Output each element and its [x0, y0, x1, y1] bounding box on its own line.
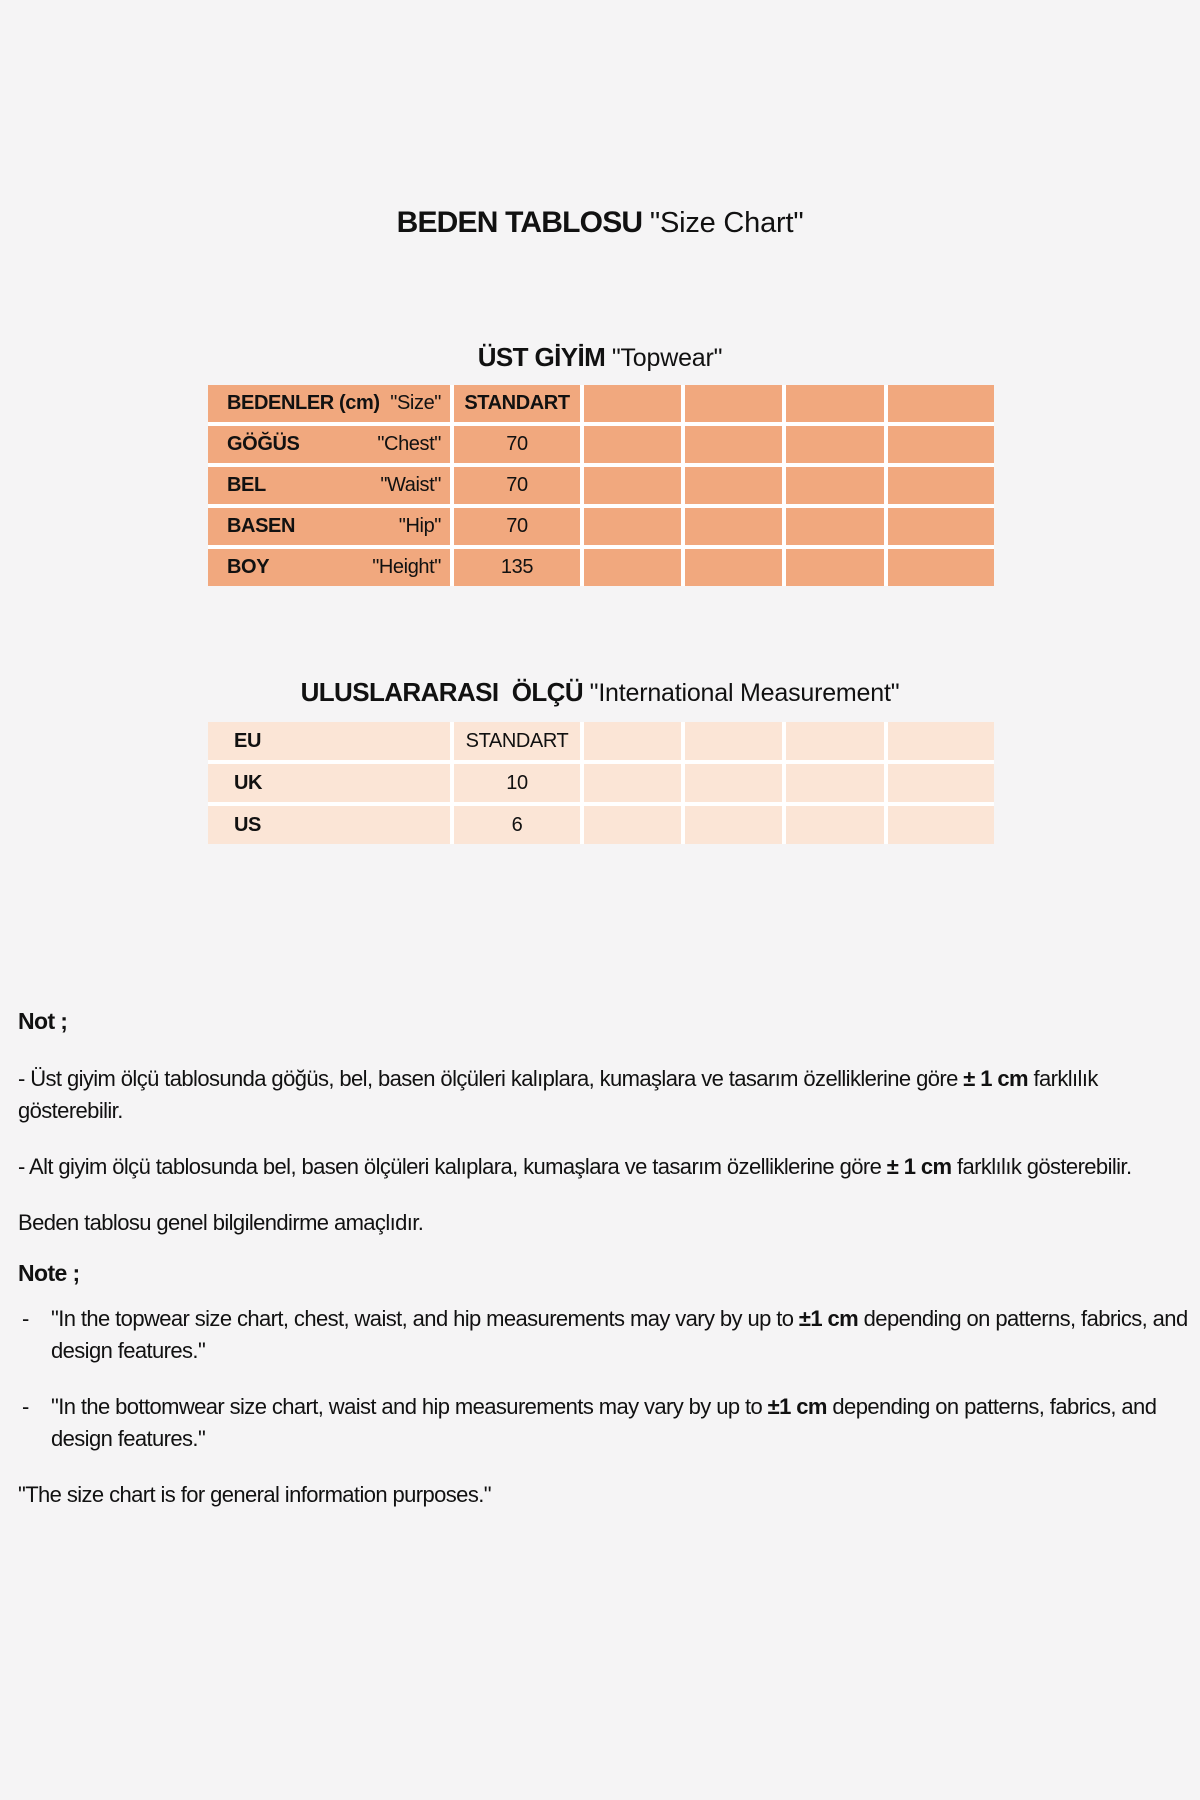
topwear-heading-english: "Topwear" — [611, 344, 723, 372]
empty-cell — [685, 549, 782, 586]
empty-cell — [888, 385, 994, 422]
note-tolerance: ± 1 cm — [886, 1154, 952, 1179]
row-label: BASEN — [227, 515, 296, 537]
row-value: STANDART — [454, 722, 580, 760]
empty-cell — [786, 385, 884, 422]
table-row-label-cell — [208, 467, 450, 504]
row-quote: "Hip" — [398, 515, 441, 537]
header-label: BEDENLER (cm) — [227, 392, 380, 414]
empty-cell — [786, 549, 884, 586]
row-value: 70 — [454, 508, 580, 545]
english-note-1 — [18, 1303, 1190, 1367]
empty-cell — [786, 722, 884, 760]
international-heading-english: "International Measurement" — [589, 679, 900, 707]
international-heading — [0, 677, 1200, 708]
note-tolerance: ±1 cm — [798, 1306, 859, 1331]
empty-cell — [685, 508, 782, 545]
empty-cell — [685, 385, 782, 422]
turkish-notes-footer: Beden tablosu genel bilgilendirme amaçlıdır. — [18, 1210, 424, 1235]
english-note-2 — [18, 1391, 1190, 1455]
row-value: 70 — [454, 467, 580, 504]
table-row-label-cell — [208, 764, 450, 802]
row-label: BOY — [227, 556, 270, 578]
page-title — [0, 206, 1200, 240]
empty-cell — [685, 426, 782, 463]
note-text: - Üst giyim ölçü tablosunda göğüs, bel, basen ölçüleri kalıplara, kumaşlara ve tasarım özelliklerine göre — [18, 1066, 964, 1091]
empty-cell — [584, 508, 681, 545]
row-label: GÖĞÜS — [227, 433, 300, 455]
empty-cell — [685, 806, 782, 844]
topwear-heading — [0, 342, 1200, 373]
row-quote: "Height" — [372, 556, 441, 578]
notes-section — [18, 1005, 1190, 1511]
empty-cell — [584, 764, 681, 802]
table-row-label-cell — [208, 549, 450, 586]
topwear-heading-turkish: ÜST GİYİM — [477, 342, 606, 372]
international-heading-turkish: ULUSLARARASI ÖLÇÜ — [300, 677, 584, 707]
row-quote: "Waist" — [380, 474, 441, 496]
empty-cell — [584, 426, 681, 463]
topwear-size-table — [208, 385, 994, 586]
bullet-dash: - — [22, 1306, 29, 1331]
note-text: - Alt giyim ölçü tablosunda bel, basen ölçüleri kalıplara, kumaşlara ve tasarım özelliklerine göre — [18, 1154, 887, 1179]
empty-cell — [685, 467, 782, 504]
empty-cell — [888, 806, 994, 844]
table-row-label-cell — [208, 426, 450, 463]
row-value: 70 — [454, 426, 580, 463]
note-text: farklılık gösterebilir. — [951, 1154, 1132, 1179]
note-text: farklılık gösterebilir. — [18, 1066, 1098, 1123]
empty-cell — [888, 722, 994, 760]
row-value: 6 — [454, 806, 580, 844]
table-header-cell — [208, 385, 450, 422]
empty-cell — [786, 426, 884, 463]
empty-cell — [685, 722, 782, 760]
empty-cell — [786, 467, 884, 504]
empty-cell — [786, 508, 884, 545]
empty-cell — [584, 467, 681, 504]
turkish-note-1 — [18, 1063, 1190, 1127]
empty-cell — [888, 764, 994, 802]
table-row-label-cell — [208, 806, 450, 844]
table-header-value: STANDART — [454, 385, 580, 422]
empty-cell — [685, 764, 782, 802]
international-size-table — [208, 722, 994, 844]
empty-cell — [888, 426, 994, 463]
row-quote: "Chest" — [377, 433, 441, 455]
page-title-english: "Size Chart" — [649, 207, 804, 239]
empty-cell — [888, 549, 994, 586]
bullet-dash: - — [22, 1394, 29, 1419]
turkish-note-2 — [18, 1151, 1190, 1183]
header-quote: "Size" — [390, 392, 441, 414]
note-text: depending on patterns, fabrics, and design features." — [51, 1306, 1188, 1363]
english-notes-heading: Note ; — [18, 1260, 80, 1286]
note-tolerance: ± 1 cm — [963, 1066, 1028, 1091]
empty-cell — [584, 549, 681, 586]
note-tolerance: ±1 cm — [767, 1394, 827, 1419]
turkish-notes-heading: Not ; — [18, 1008, 68, 1034]
row-value: 10 — [454, 764, 580, 802]
note-text: "In the topwear size chart, chest, waist, and hip measurements may vary by up to — [51, 1306, 799, 1331]
empty-cell — [786, 806, 884, 844]
english-notes-footer: "The size chart is for general information purposes." — [18, 1482, 491, 1507]
empty-cell — [584, 722, 681, 760]
empty-cell — [584, 385, 681, 422]
row-label: UK — [234, 771, 263, 794]
empty-cell — [584, 806, 681, 844]
empty-cell — [888, 467, 994, 504]
row-label: BEL — [227, 474, 266, 496]
page-title-turkish: BEDEN TABLOSU — [396, 206, 643, 239]
empty-cell — [888, 508, 994, 545]
row-label: EU — [234, 729, 261, 752]
table-row-label-cell — [208, 722, 450, 760]
empty-cell — [786, 764, 884, 802]
note-text: "In the bottomwear size chart, waist and hip measurements may vary by up to — [51, 1394, 768, 1419]
row-value: 135 — [454, 549, 580, 586]
row-label: US — [234, 813, 261, 836]
note-text: depending on patterns, fabrics, and design features." — [51, 1394, 1157, 1451]
table-row-label-cell — [208, 508, 450, 545]
